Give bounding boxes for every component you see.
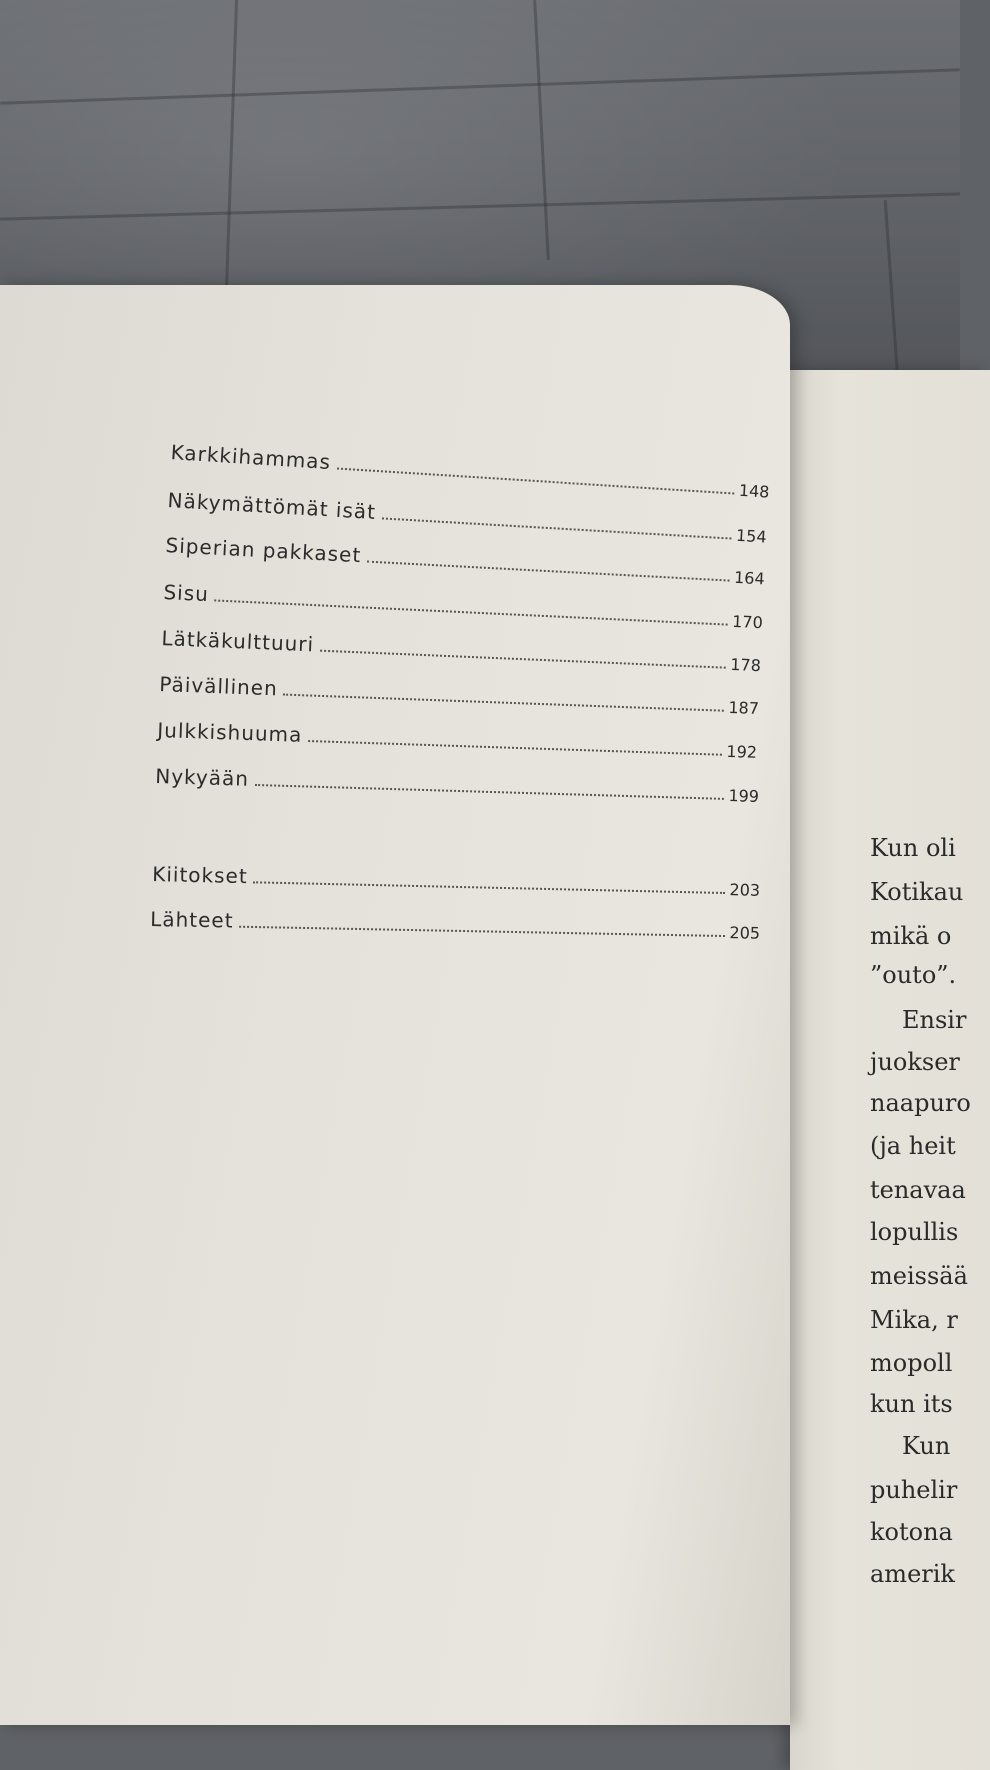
toc-entry-page: 178 — [729, 654, 762, 676]
toc-entry-title: Lätkäkulttuuri — [161, 626, 315, 657]
body-text-line: juokser — [870, 1048, 960, 1076]
fabric-seam — [225, 0, 238, 290]
body-text-line: ”outo”. — [870, 961, 957, 989]
toc-entry-page: 164 — [733, 567, 766, 589]
body-text-line: Mika, r — [870, 1306, 958, 1334]
toc-entry-page: 154 — [735, 525, 768, 547]
body-text-line: tenavaa — [870, 1176, 966, 1204]
toc-entry-page: 148 — [738, 480, 771, 502]
body-text-line: Ensir — [902, 1006, 967, 1034]
fabric-seam — [0, 192, 960, 220]
body-text-line: mopoll — [870, 1349, 953, 1377]
toc-entry-title: Sisu — [163, 580, 210, 607]
body-text-line: puhelir — [870, 1476, 958, 1504]
body-text-line: amerik — [870, 1560, 955, 1588]
toc-entry-title: Kiitokset — [152, 862, 248, 889]
body-text-line: Kun — [902, 1432, 951, 1460]
toc-entry-title: Lähteet — [150, 907, 234, 933]
body-text-line: lopullis — [870, 1218, 959, 1246]
toc-entry-title: Näkymättömät isät — [167, 488, 377, 525]
toc-entry-title: Päivällinen — [159, 672, 279, 701]
body-text-line: meissää — [870, 1262, 968, 1290]
body-text-line: kun its — [870, 1390, 953, 1418]
toc-entry-title: Siperian pakkaset — [165, 533, 362, 568]
fabric-seam — [533, 0, 550, 260]
toc-entry-page: 199 — [728, 786, 760, 806]
toc-entry-page: 205 — [729, 923, 761, 943]
body-text-line: Kun oli — [870, 834, 956, 862]
body-text-line: naapuro — [870, 1089, 971, 1117]
toc-entry-title: Nykyään — [155, 764, 250, 791]
toc-entry-title: Julkkishuuma — [157, 718, 303, 747]
toc-entry-page: 203 — [729, 880, 761, 900]
body-text-line: Kotikau — [870, 878, 964, 906]
body-text-line: (ja heit — [870, 1132, 956, 1160]
body-text-line: mikä o — [870, 922, 952, 950]
toc-entry-page: 170 — [731, 611, 764, 633]
toc-entry-page: 187 — [728, 697, 760, 718]
body-text-line: kotona — [870, 1518, 953, 1546]
fabric-seam — [0, 68, 960, 105]
fabric-seam — [884, 200, 900, 380]
toc-entry-title: Karkkihammas — [170, 440, 332, 475]
toc-entry-page: 192 — [726, 741, 758, 762]
